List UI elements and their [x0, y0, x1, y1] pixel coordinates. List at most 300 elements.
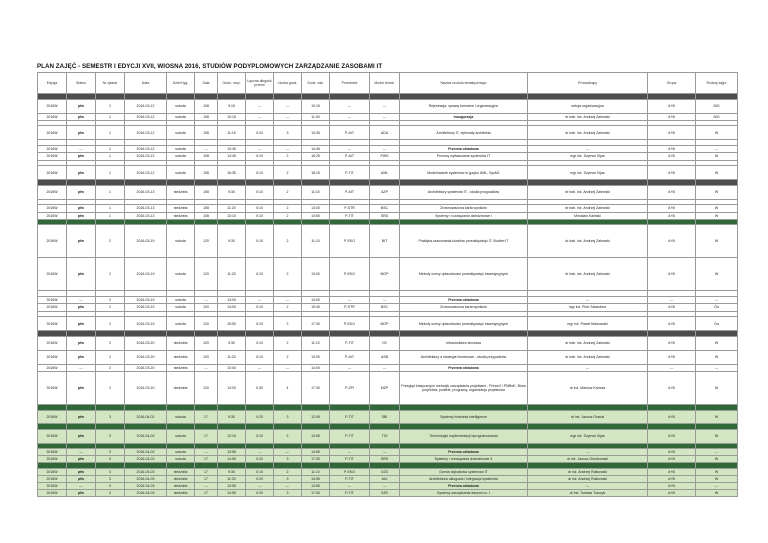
table-cell: 120 [195, 304, 218, 311]
table-cell: N/D [696, 99, 738, 113]
table-cell: P-TIT [330, 429, 370, 443]
table-cell: P-EKO [330, 225, 370, 258]
table-cell: 9:30 [218, 410, 246, 424]
table-cell: A+B [648, 350, 696, 364]
table-cell: Architektury systemów IT - studia przypadków [400, 185, 528, 199]
table-cell: Ocena dojrzałości systemów IT [400, 468, 528, 475]
table-cell: pfw [67, 166, 96, 180]
table-cell: pfw [67, 372, 96, 405]
table-cell: --- [246, 364, 274, 371]
table-cell: W [696, 126, 738, 140]
table-cell: 108 [195, 205, 218, 212]
table-cell: pfw [67, 205, 96, 212]
table-cell: --- [330, 296, 370, 303]
table-cell: 2016-03-20 [125, 372, 167, 405]
table-cell: Infrastruktura sieciowa [400, 336, 528, 350]
table-cell: 2016W [38, 350, 67, 364]
table-cell: niedziela [167, 483, 195, 490]
table-cell: dr inż. Mariusz Kamola [528, 372, 648, 405]
table-cell: 2 [274, 212, 302, 219]
table-cell: sobota [167, 113, 195, 120]
table-cell: dr inż. Andrzej Rutkowski [528, 476, 648, 483]
table-cell: 13:10 [218, 212, 246, 219]
table-cell: A+B [648, 490, 696, 497]
table-cell: pfw [67, 258, 96, 291]
table-cell: 108 [195, 126, 218, 140]
table-cell: Praktyka szacowania kosztów przedsięwzięć IT. Budżet IT [400, 225, 528, 258]
table-cell: 3 [96, 449, 125, 456]
table-cell: Ćw [696, 304, 738, 311]
table-cell: Przerwa obiadowa [400, 145, 528, 152]
table-cell: --- [330, 113, 370, 120]
table-row [38, 304, 738, 311]
table-cell: mgr inż. Piotr Sztandera [528, 304, 648, 311]
table-row [38, 205, 738, 212]
table-cell: 0:10 [246, 166, 274, 180]
table-cell: 2016W [38, 99, 67, 113]
table-cell: N/D [696, 113, 738, 120]
table-cell: Systemy i rozwiązania dziedzinowe II [400, 456, 528, 463]
table-cell: Ćw [696, 317, 738, 331]
table-cell: 17:30 [302, 456, 330, 463]
table-cell: 9:30 [218, 468, 246, 475]
table-cell: 2016W [38, 336, 67, 350]
table-cell: 1 [96, 212, 125, 219]
table-cell: 120 [195, 317, 218, 331]
table-cell: W [696, 490, 738, 497]
table-cell: P-AIT [330, 185, 370, 199]
table-cell: A+B [648, 99, 696, 113]
table-cell: niedziela [167, 212, 195, 219]
table-cell: mgr inż. Szymon Kijas [528, 166, 648, 180]
table-cell: Przerwa obiadowa [400, 449, 528, 456]
table-cell: --- [330, 483, 370, 490]
table-cell: SRD [370, 456, 400, 463]
table-cell: 120 [195, 336, 218, 350]
table-cell: niedziela [167, 468, 195, 475]
table-cell: P-TIT [330, 476, 370, 483]
table-cell: 17 [195, 429, 218, 443]
table-cell: 17 [195, 468, 218, 475]
table-cell: --- [195, 145, 218, 152]
table-cell: 1 [96, 166, 125, 180]
table-cell: 2016-03-19 [125, 258, 167, 291]
table-cell: mgr inż. Paweł Markowski [528, 317, 648, 331]
table-cell: Metody oceny opłacalności przedsięwzięć inwestycyjnych [400, 317, 528, 331]
table-cell: 14:00 [218, 304, 246, 311]
table-cell: 10:15 [218, 113, 246, 120]
table-cell: 2016W [38, 126, 67, 140]
column-header: Moduł temat. [370, 73, 400, 94]
table-cell: 17:30 [302, 372, 330, 405]
table-cell: 3 [274, 476, 302, 483]
table-row [38, 126, 738, 140]
table-row [38, 429, 738, 443]
table-cell: --- [274, 99, 302, 113]
table-cell: 4 [274, 372, 302, 405]
table-cell: --- [370, 113, 400, 120]
table-cell: 2 [274, 336, 302, 350]
table-cell: mgr inż. Szymon Kijas [528, 429, 648, 443]
table-cell: niedziela [167, 336, 195, 350]
table-cell: P-TIT [330, 212, 370, 219]
table-cell: 2 [96, 364, 125, 371]
table-cell: --- [528, 296, 648, 303]
table-cell: 14:55 [218, 490, 246, 497]
table-cell: 2016W [38, 258, 67, 291]
table-cell: 2 [96, 225, 125, 258]
table-cell: A+B [648, 429, 696, 443]
table-cell: --- [528, 145, 648, 152]
table-cell: A+B [648, 468, 696, 475]
table-cell: SRD [370, 212, 400, 219]
table-cell: W [696, 476, 738, 483]
table-cell: W [696, 205, 738, 212]
table-cell: 16:35 [218, 166, 246, 180]
table-cell: P-TIT [330, 456, 370, 463]
table-cell: --- [274, 483, 302, 490]
table-cell: 13:00 [218, 296, 246, 303]
table-cell: 2 [274, 350, 302, 364]
table-cell: 2 [274, 468, 302, 475]
column-header: Godz. zak. [302, 73, 330, 94]
table-cell: P-TIT [330, 336, 370, 350]
table-cell: W [696, 225, 738, 258]
table-cell: W [696, 350, 738, 364]
table-cell: 2016W [38, 483, 67, 490]
table-cell: dr hab. inż. Andrzej Zalewski [528, 336, 648, 350]
table-cell: 11:20 [218, 350, 246, 364]
table-cell: 11:20 [218, 205, 246, 212]
table-cell: Architektury a strategie biznesowe - studia przypadków [400, 350, 528, 364]
table-cell: 2016W [38, 410, 67, 424]
table-cell: 2 [274, 258, 302, 291]
table-cell: 13:45 [218, 145, 246, 152]
table-cell: 0:10 [246, 205, 274, 212]
table-cell: sobota [167, 153, 195, 160]
table-cell: 1 [96, 113, 125, 120]
table-cell: 9:15 [218, 99, 246, 113]
table-cell: A+B [648, 126, 696, 140]
table-cell: 108 [195, 166, 218, 180]
table-cell: 13:55 [218, 483, 246, 490]
table-cell: 1 [96, 205, 125, 212]
table-cell: A+B [648, 372, 696, 405]
table-cell: AUI [370, 476, 400, 483]
table-cell: A+B [648, 166, 696, 180]
table-cell: --- [528, 364, 648, 371]
table-row [38, 350, 738, 364]
table-row [38, 296, 738, 303]
table-cell: 2016-03-13 [125, 212, 167, 219]
table-cell: 2016W [38, 364, 67, 371]
table-row [38, 317, 738, 331]
table-cell: P-ZPI [330, 372, 370, 405]
table-row [38, 145, 738, 152]
table-cell: 108 [195, 99, 218, 113]
table-cell: dr hab. inż. Andrzej Zalewski [528, 205, 648, 212]
table-cell: --- [246, 483, 274, 490]
table-row [38, 449, 738, 456]
table-cell: dr inż. Tomasz Traczyk [528, 490, 648, 497]
column-header: Dzień tyg. [167, 73, 195, 94]
table-cell: 2016-03-20 [125, 350, 167, 364]
table-cell: 0:10 [246, 258, 274, 291]
table-cell: 2016-04-02 [125, 449, 167, 456]
table-cell: 2016W [38, 317, 67, 331]
table-cell: 11:10 [302, 185, 330, 199]
table-cell: 2016-04-03 [125, 476, 167, 483]
table-cell: pfw [67, 212, 96, 219]
table-cell: 2016-03-13 [125, 205, 167, 212]
table-cell: 120 [195, 225, 218, 258]
table-cell: sobota [167, 410, 195, 424]
table-cell: TIO [370, 429, 400, 443]
table-cell: sobota [167, 296, 195, 303]
table-cell: 3 [96, 410, 125, 424]
table-cell: 14:55 [218, 456, 246, 463]
table-cell: 13:00 [302, 258, 330, 291]
table-cell: 120 [195, 258, 218, 291]
table-cell: 14:50 [302, 212, 330, 219]
table-cell: 2 [274, 429, 302, 443]
table-cell: 2016W [38, 468, 67, 475]
table-cell: Procesy wytwarzania systemów IT [400, 153, 528, 160]
table-cell: ADA [370, 126, 400, 140]
table-cell: 12:05 [302, 410, 330, 424]
table-cell: dr inż. Janusz Granat [528, 410, 648, 424]
table-cell: --- [67, 145, 96, 152]
table-cell: 2016-03-12 [125, 145, 167, 152]
table-cell: 2 [274, 304, 302, 311]
table-cell: 2 [96, 258, 125, 291]
table-cell: Zrównoważona karta wyników [400, 205, 528, 212]
table-cell: sobota [167, 456, 195, 463]
table-row [38, 185, 738, 199]
table-cell: 11:10 [302, 468, 330, 475]
schedule-body [38, 94, 738, 497]
table-cell: ASB [370, 350, 400, 364]
table-cell: sobota [167, 304, 195, 311]
table-row [38, 483, 738, 490]
table-cell: 17:30 [302, 317, 330, 331]
table-cell: --- [370, 449, 400, 456]
table-cell: pfw [67, 126, 96, 140]
table-cell: Przegląd klasycznych metodyk zarządzania projektami - Prince2 i PMBoK. Biura projektów, portfele, programy, organizacja projektowa [400, 372, 528, 405]
column-header: Godz. rozp. [218, 73, 246, 94]
table-cell: sobota [167, 99, 195, 113]
table-cell: P-STR [330, 304, 370, 311]
table-cell: --- [370, 145, 400, 152]
table-cell: 120 [195, 350, 218, 364]
table-cell: Metody oceny opłacalności przedsięwzięć inwestycyjnych [400, 258, 528, 291]
table-row [38, 113, 738, 120]
table-cell: --- [246, 145, 274, 152]
column-header: Sala [195, 73, 218, 94]
table-cell: sekcja organizacyjna [528, 99, 648, 113]
table-cell: sobota [167, 449, 195, 456]
table-cell: 3 [274, 126, 302, 140]
table-cell: MOP [370, 258, 400, 291]
table-cell: --- [274, 113, 302, 120]
table-cell: 11:15 [218, 126, 246, 140]
table-cell: 14:45 [218, 153, 246, 160]
table-cell: dr hab. inż. Andrzej Zalewski [528, 350, 648, 364]
table-cell: Systemy i rozwiązania dziedzinowe I [400, 212, 528, 219]
table-cell: niedziela [167, 364, 195, 371]
table-cell: W [696, 258, 738, 291]
table-cell: 11:10 [302, 225, 330, 258]
table-cell: sobota [167, 166, 195, 180]
table-row [38, 166, 738, 180]
table-cell: 1 [96, 185, 125, 199]
table-cell: Mirosław Kalinski [528, 212, 648, 219]
table-cell: 2016-03-12 [125, 153, 167, 160]
table-cell: --- [67, 364, 96, 371]
table-cell: A+B [648, 449, 696, 456]
column-header: Status [67, 73, 96, 94]
table-cell: 14:00 [218, 372, 246, 405]
table-cell: 13:55 [218, 449, 246, 456]
table-cell: niedziela [167, 372, 195, 405]
table-cell: niedziela [167, 205, 195, 212]
table-cell: --- [67, 449, 96, 456]
table-cell: 17:30 [302, 490, 330, 497]
table-cell: 14:00 [302, 364, 330, 371]
table-cell: 15:50 [218, 317, 246, 331]
table-cell: pfw [67, 225, 96, 258]
table-cell: AZP [370, 185, 400, 199]
table-row [38, 336, 738, 350]
table-cell: pfw [67, 317, 96, 331]
table-cell: --- [696, 483, 738, 490]
table-cell: A+B [648, 410, 696, 424]
table-cell: 13:55 [302, 476, 330, 483]
table-cell: 2 [274, 185, 302, 199]
table-cell: pfw [67, 476, 96, 483]
table-cell: 1 [96, 145, 125, 152]
table-cell: BSC [370, 205, 400, 212]
table-cell: 2016W [38, 429, 67, 443]
table-cell: --- [330, 145, 370, 152]
table-cell: 0:20 [246, 126, 274, 140]
table-cell: 2 [274, 225, 302, 258]
table-cell: --- [67, 296, 96, 303]
table-cell: --- [246, 113, 274, 120]
table-cell: OZS [370, 468, 400, 475]
table-cell: W [696, 336, 738, 350]
table-cell: Architektury IT, dylematy architekta [400, 126, 528, 140]
table-cell: 2 [274, 205, 302, 212]
table-cell: dr hab. inż. Andrzej Zalewski [528, 113, 648, 120]
table-cell: 120 [195, 372, 218, 405]
table-cell: --- [274, 449, 302, 456]
table-cell: 0:10 [246, 350, 274, 364]
table-cell: 3 [96, 456, 125, 463]
table-cell: 13:00 [302, 350, 330, 364]
table-cell: A+B [648, 225, 696, 258]
table-cell: pfw [67, 468, 96, 475]
table-cell: Architektura usługowa i integracja systemów [400, 476, 528, 483]
table-cell: pfw [67, 99, 96, 113]
table-cell: 14:55 [302, 449, 330, 456]
table-cell: 1 [96, 99, 125, 113]
table-cell: niedziela [167, 490, 195, 497]
table-cell: A+B [648, 212, 696, 219]
table-cell: A+B [648, 483, 696, 490]
table-cell: pfw [67, 185, 96, 199]
table-cell: dr hab. inż. Andrzej Zalewski [528, 225, 648, 258]
table-cell: 2 [274, 153, 302, 160]
header-row [38, 73, 738, 94]
table-cell: 0:10 [246, 225, 274, 258]
table-cell: W [696, 153, 738, 160]
table-cell: W [696, 468, 738, 475]
table-cell: --- [246, 99, 274, 113]
table-cell: sobota [167, 429, 195, 443]
table-cell: Systemy business intelligence [400, 410, 528, 424]
table-cell: 2016-04-02 [125, 456, 167, 463]
table-cell: 0:10 [246, 304, 274, 311]
table-cell: 2016W [38, 212, 67, 219]
table-row [38, 99, 738, 113]
table-cell: BIT [370, 225, 400, 258]
table-cell: 2 [96, 317, 125, 331]
table-cell: 14:00 [302, 296, 330, 303]
table-cell: Modelowanie systemów w języku UML, SysML [400, 166, 528, 180]
table-cell: A+B [648, 456, 696, 463]
table-cell: 3 [96, 429, 125, 443]
table-cell: pfw [67, 456, 96, 463]
table-cell: --- [246, 449, 274, 456]
table-cell: pfw [67, 429, 96, 443]
table-cell: --- [370, 296, 400, 303]
table-row [38, 153, 738, 160]
table-row [38, 212, 738, 219]
table-cell: 3 [274, 490, 302, 497]
column-header: Data [125, 73, 167, 94]
table-row [38, 410, 738, 424]
table-cell: --- [330, 364, 370, 371]
table-cell: A+B [648, 113, 696, 120]
table-cell: pfw [67, 410, 96, 424]
column-header: Grupa [648, 73, 696, 94]
table-cell: 10:15 [302, 99, 330, 113]
table-cell: --- [274, 145, 302, 152]
table-cell: 2 [96, 336, 125, 350]
table-cell: 2016-04-02 [125, 429, 167, 443]
column-header: Łączna długość przerw [246, 73, 274, 94]
table-row [38, 225, 738, 258]
table-cell: 18:15 [302, 166, 330, 180]
table-cell: ISI [370, 336, 400, 350]
table-cell: --- [648, 296, 696, 303]
table-cell: 2 [274, 166, 302, 180]
table-cell: 0:10 [246, 153, 274, 160]
table-cell: 2016W [38, 185, 67, 199]
table-cell: --- [648, 364, 696, 371]
table-cell: 3 [96, 468, 125, 475]
table-cell: 2016-04-02 [125, 410, 167, 424]
table-cell: 2016W [38, 296, 67, 303]
table-cell: 17 [195, 476, 218, 483]
table-cell: 1 [96, 153, 125, 160]
column-header: Rodzaj zajęć [696, 73, 738, 94]
table-cell: A+B [648, 476, 696, 483]
table-cell: 15:40 [302, 304, 330, 311]
table-cell: A+B [648, 185, 696, 199]
table-cell: pfw [67, 336, 96, 350]
